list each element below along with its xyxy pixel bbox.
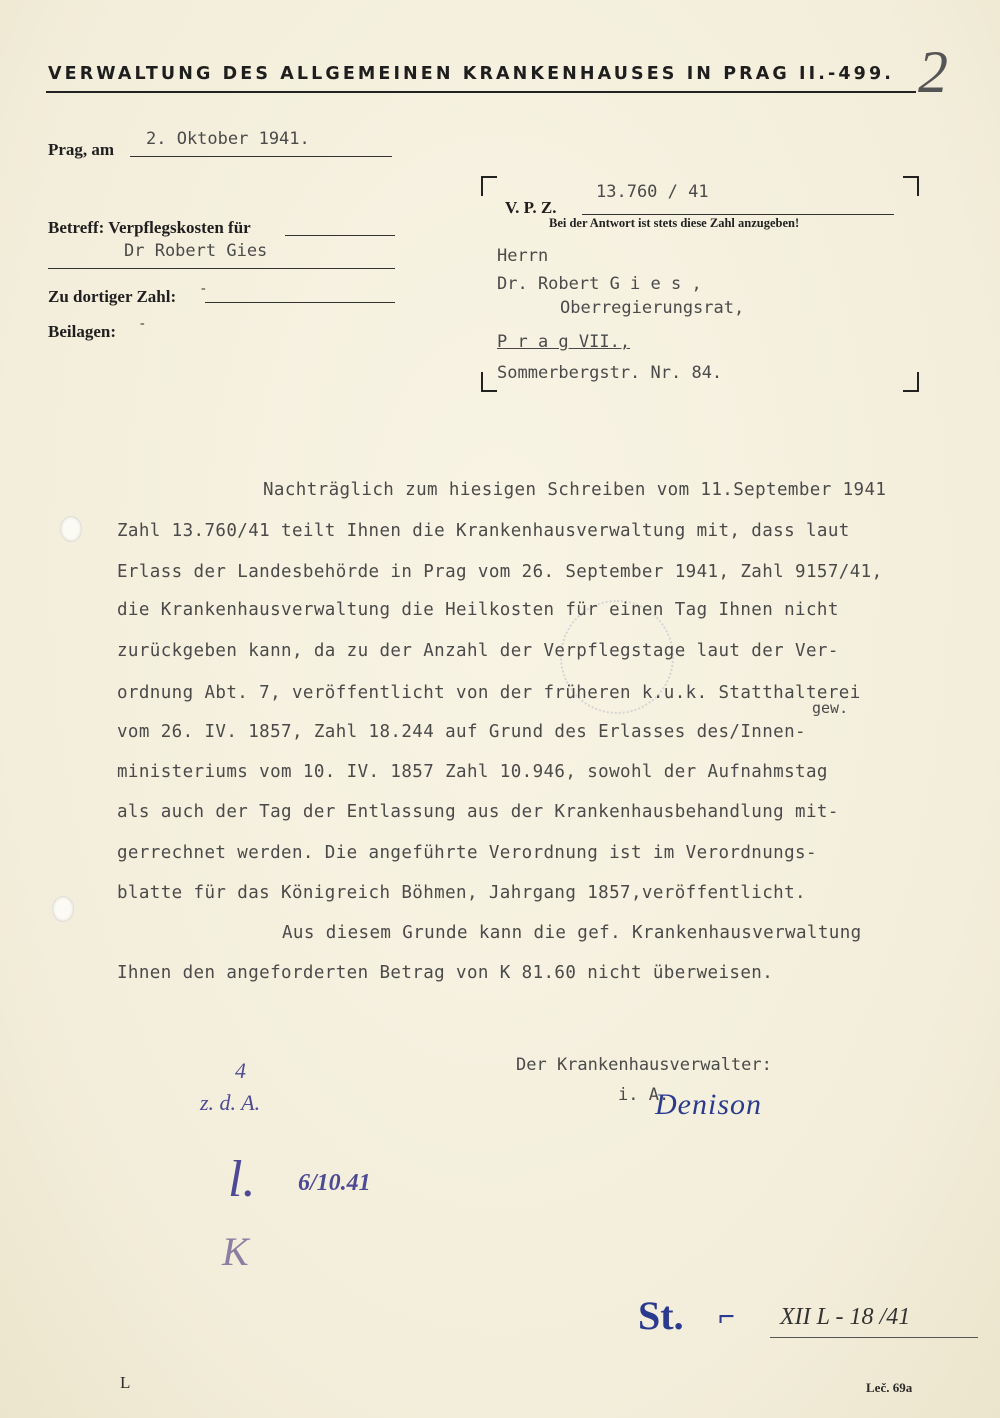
body-line: vom 26. IV. 1857, Zahl 18.244 auf Grund des Erlasses des/Innen- — [117, 722, 806, 742]
handwritten-initial: l. — [228, 1151, 256, 1208]
address-corner-br — [903, 372, 919, 392]
reference-value: - — [201, 281, 206, 296]
address-corner-tr — [903, 176, 919, 196]
body-line: ministeriums vom 10. IV. 1857 Zahl 10.946, sowohl der Aufnahmstag — [117, 762, 828, 782]
subject-value: Dr Robert Gies — [124, 241, 268, 261]
handwritten-note-zda: z. d. A. — [200, 1090, 261, 1115]
handwritten-date: 6/10.41 — [298, 1170, 371, 1196]
body-line: zurückgeben kann, da zu der Anzahl der Verpflegstage laut der Ver- — [117, 641, 839, 661]
place-label: Prag, am — [48, 140, 115, 159]
vpz-number: 13.760 / 41 — [596, 182, 709, 202]
handwritten-number-top: 2 — [918, 39, 948, 105]
reference-rule — [205, 302, 395, 303]
punch-hole-bottom — [52, 896, 74, 922]
body-line: Aus diesem Grunde kann die gef. Krankenhausverwaltung — [282, 923, 862, 943]
body-line: gerrechnet werden. Die angeführte Verordnung ist im Verordnungs- — [117, 843, 817, 863]
recipient-city: P r a g VII., — [497, 332, 631, 352]
reference-label: Zu dortiger Zahl: — [48, 287, 177, 306]
subject-rule-2 — [48, 268, 395, 269]
body-line: ordnung Abt. 7, veröffentlicht von der früheren k.u.k. Statthalterei — [117, 683, 861, 703]
address-corner-tl — [481, 176, 497, 196]
date-rule — [130, 156, 392, 157]
body-line: blatte für das Königreich Böhmen, Jahrgang 1857,veröffentlicht. — [117, 883, 806, 903]
filing-rule — [770, 1337, 978, 1338]
address-corner-bl — [481, 372, 497, 392]
body-line: Erlass der Landesbehörde in Prag vom 26. September 1941, Zahl 9157/41, — [117, 562, 883, 582]
recipient-street: Sommerbergstr. Nr. 84. — [497, 363, 723, 383]
footer-left: L — [120, 1373, 131, 1392]
vpz-rule — [582, 214, 894, 215]
recipient-title: Oberregierungsrat, — [560, 298, 745, 318]
letter-date: 2. Oktober 1941. — [146, 129, 310, 149]
letterhead-rule — [46, 91, 916, 93]
letterhead: VERWALTUNG DES ALLGEMEINEN KRANKENHAUSES IN PRAG II.-499. — [48, 64, 894, 84]
filing-code: XII L - 18 /41 — [780, 1304, 911, 1330]
filing-stamp: St. — [638, 1293, 684, 1338]
body-insertion: gew. — [812, 699, 849, 717]
subject-label: Betreff: Verpflegskosten für — [48, 218, 251, 237]
signature-title: Der Krankenhausverwalter: — [516, 1055, 772, 1075]
subject-rule-1 — [285, 235, 395, 236]
signature-by: i. A. — [618, 1085, 670, 1105]
handwritten-note-number: 4 — [235, 1058, 246, 1083]
body-line: Ihnen den angeforderten Betrag von K 81.60 nicht überweisen. — [117, 963, 774, 983]
filing-stamp-mark: ⌐ — [718, 1300, 736, 1333]
body-line: Nachträglich zum hiesigen Schreiben vom 11.September 1941 — [263, 480, 887, 500]
body-line: als auch der Tag der Entlassung aus der Krankenhausbehandlung mit- — [117, 802, 839, 822]
recipient-salutation: Herrn — [497, 246, 549, 266]
recipient-name: Dr. Robert G i e s , — [497, 274, 702, 294]
footer-form-number: Leč. 69a — [866, 1380, 913, 1395]
vpz-label: V. P. Z. — [505, 198, 557, 217]
punch-hole-top — [60, 516, 82, 542]
handwritten-signature: Denison — [655, 1088, 762, 1121]
enclosures-value: - — [140, 316, 145, 331]
handwritten-mark: K — [222, 1229, 249, 1274]
enclosures-label: Beilagen: — [48, 322, 116, 341]
vpz-note: Bei der Antwort ist stets diese Zahl anzugeben! — [549, 216, 800, 230]
body-line: Zahl 13.760/41 teilt Ihnen die Krankenhausverwaltung mit, dass laut — [117, 521, 850, 541]
body-line: die Krankenhausverwaltung die Heilkosten für einen Tag Ihnen nicht — [117, 600, 839, 620]
